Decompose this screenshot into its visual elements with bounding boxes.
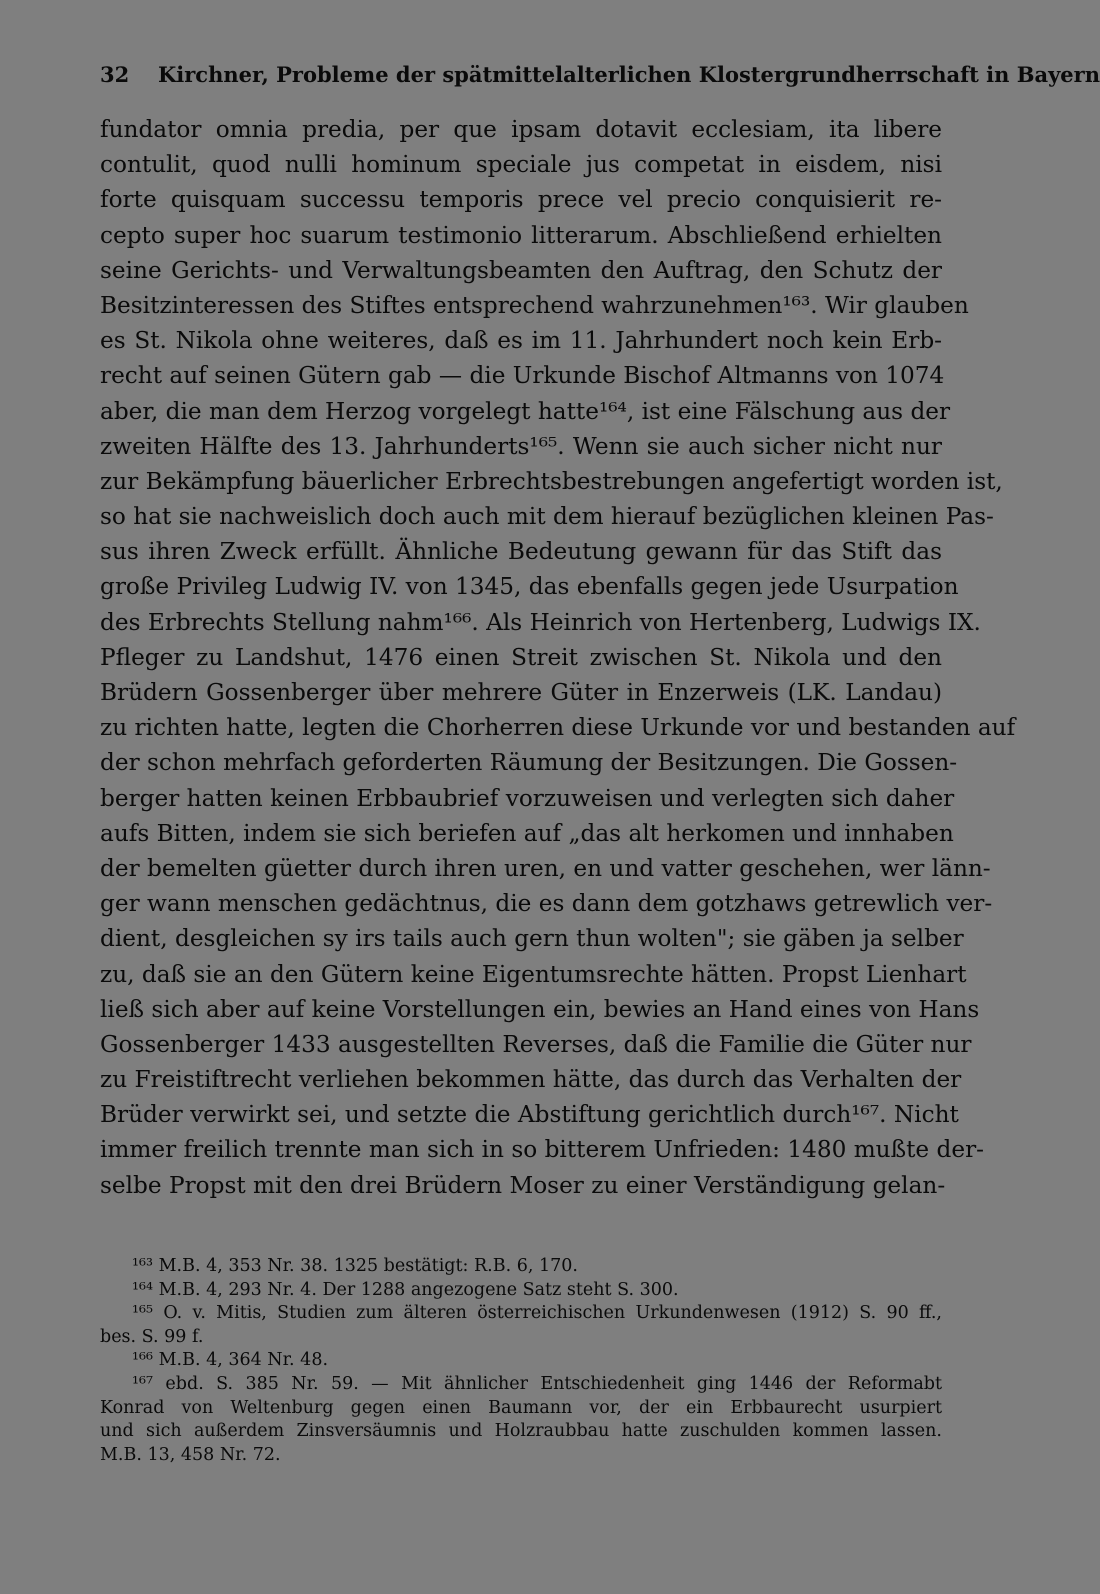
text-line: seine Gerichts- und Verwaltungsbeamten den Auftrag, den Schutz der (100, 256, 942, 284)
text-line: Besitzinteressen des Stiftes entsprechend wahrzunehmen¹⁶³. Wir glauben (100, 291, 969, 319)
text-line: es St. Nikola ohne weiteres, daß es im 11. Jahrhundert noch kein Erb- (100, 327, 942, 355)
text-line: cepto super hoc suarum testimonio litterarum. Abschließend erhielten (100, 221, 942, 249)
footnote-163: ¹⁶³ M.B. 4, 353 Nr. 38. 1325 bestätigt: R.B. 6, 170. (132, 1256, 578, 1276)
footnote-165: ¹⁶⁵ O. v. Mitis, Studien zum älteren österreichischen Urkundenwesen (1912) S. 90 ff., (132, 1303, 942, 1324)
text-line: zur Bekämpfung bäuerlicher Erbrechtsbestrebungen angefertigt worden ist, (100, 467, 1003, 495)
text-line: zu, daß sie an den Gütern keine Eigentumsrechte hätten. Propst Lienhart (100, 960, 967, 988)
footnotes (100, 1255, 942, 1467)
text-line: sus ihren Zweck erfüllt. Ähnliche Bedeutung gewann für das Stift das (100, 538, 942, 566)
text-line: der bemelten güetter durch ihren uren, en und vatter geschehen, wer länn- (100, 854, 991, 882)
text-line: ließ sich aber auf keine Vorstellungen ein, bewies an Hand eines von Hans (100, 995, 980, 1023)
text-line: fundator omnia predia, per que ipsam dotavit ecclesiam, ita libere (100, 116, 942, 143)
text-line: zu Freistiftrecht verliehen bekommen hätte, das durch das Verhalten der (100, 1066, 962, 1094)
text-line: Brüder verwirkt sei, und setzte die Abstiftung gerichtlich durch¹⁶⁷. Nicht (100, 1101, 959, 1129)
footnote-165-continuation: bes. S. 99 f. (100, 1326, 204, 1347)
text-line: berger hatten keinen Erbbaubrief vorzuweisen und verlegten sich daher (100, 784, 955, 812)
text-line: recht auf seinen Gütern gab — die Urkunde Bischof Altmanns von 1074 (100, 362, 945, 390)
page-number: 32 (100, 62, 130, 87)
text-line: der schon mehrfach geforderten Räumung der Besitzungen. Die Gossen- (100, 749, 958, 777)
footnote-167-continuation: Konrad von Weltenburg gegen einen Baumann vor, der ein Erbbaurecht usurpiert (100, 1397, 942, 1418)
text-line: dient, desgleichen sy irs tails auch gern thun wolten"; sie gäben ja selber (100, 925, 964, 953)
text-line: so hat sie nachweislich doch auch mit dem hierauf bezüglichen kleinen Pas- (100, 503, 994, 531)
footnote-166: ¹⁶⁶ M.B. 4, 364 Nr. 48. (132, 1350, 329, 1371)
text-line: des Erbrechts Stellung nahm¹⁶⁶. Als Heinrich von Hertenberg, Ludwigs IX. (100, 608, 981, 636)
text-line: zu richten hatte, legten die Chorherren diese Urkunde vor und bestanden auf (100, 714, 1016, 742)
text-line: aufs Bitten, indem sie sich beriefen auf „das alt herkomen und innhaben (100, 819, 954, 847)
text-line: große Privileg Ludwig IV. von 1345, das ebenfalls gegen jede Usurpation (100, 573, 959, 601)
text-line: Brüdern Gossenberger über mehrere Güter in Enzerweis (LK. Landau) (100, 679, 942, 706)
running-title: Kirchner, Probleme der spätmittelalterlichen Klostergrundherrschaft in Bayern (158, 62, 1100, 87)
text-line: Gossenberger 1433 ausgestellten Reverses, daß die Familie die Güter nur (100, 1030, 972, 1058)
body-text (100, 112, 1016, 1203)
text-line: contulit, quod nulli hominum speciale jus competat in eisdem, nisi (100, 151, 942, 179)
text-line: ger wann menschen gedächtnus, die es dann dem gotzhaws getrewlich ver- (100, 890, 993, 918)
text-line: aber, die man dem Herzog vorgelegt hatte¹⁶⁴, ist eine Fälschung aus der (100, 397, 951, 425)
footnote-164: ¹⁶⁴ M.B. 4, 293 Nr. 4. Der 1288 angezogene Satz steht S. 300. (132, 1279, 679, 1300)
text-line: selbe Propst mit den drei Brüdern Moser zu einer Verständigung gelan- (100, 1171, 946, 1199)
page-header (100, 58, 1100, 92)
text-line: Pfleger zu Landshut, 1476 einen Streit zwischen St. Nikola und den (100, 643, 942, 671)
footnote-167-continuation: M.B. 13, 458 Nr. 72. (100, 1444, 281, 1465)
footnote-167: ¹⁶⁷ ebd. S. 385 Nr. 59. — Mit ähnlicher Entschiedenheit ging 1446 der Reformabt (132, 1373, 942, 1394)
text-line: forte quisquam successu temporis prece vel precio conquisierit re- (100, 186, 942, 214)
footnote-167-continuation: und sich außerdem Zinsversäumnis und Holzraubbau hatte zuschulden kommen lassen. (100, 1421, 942, 1442)
text-line: immer freilich trennte man sich in so bitterem Unfrieden: 1480 mußte der- (100, 1136, 985, 1164)
text-line: zweiten Hälfte des 13. Jahrhunderts¹⁶⁵. Wenn sie auch sicher nicht nur (100, 432, 942, 460)
